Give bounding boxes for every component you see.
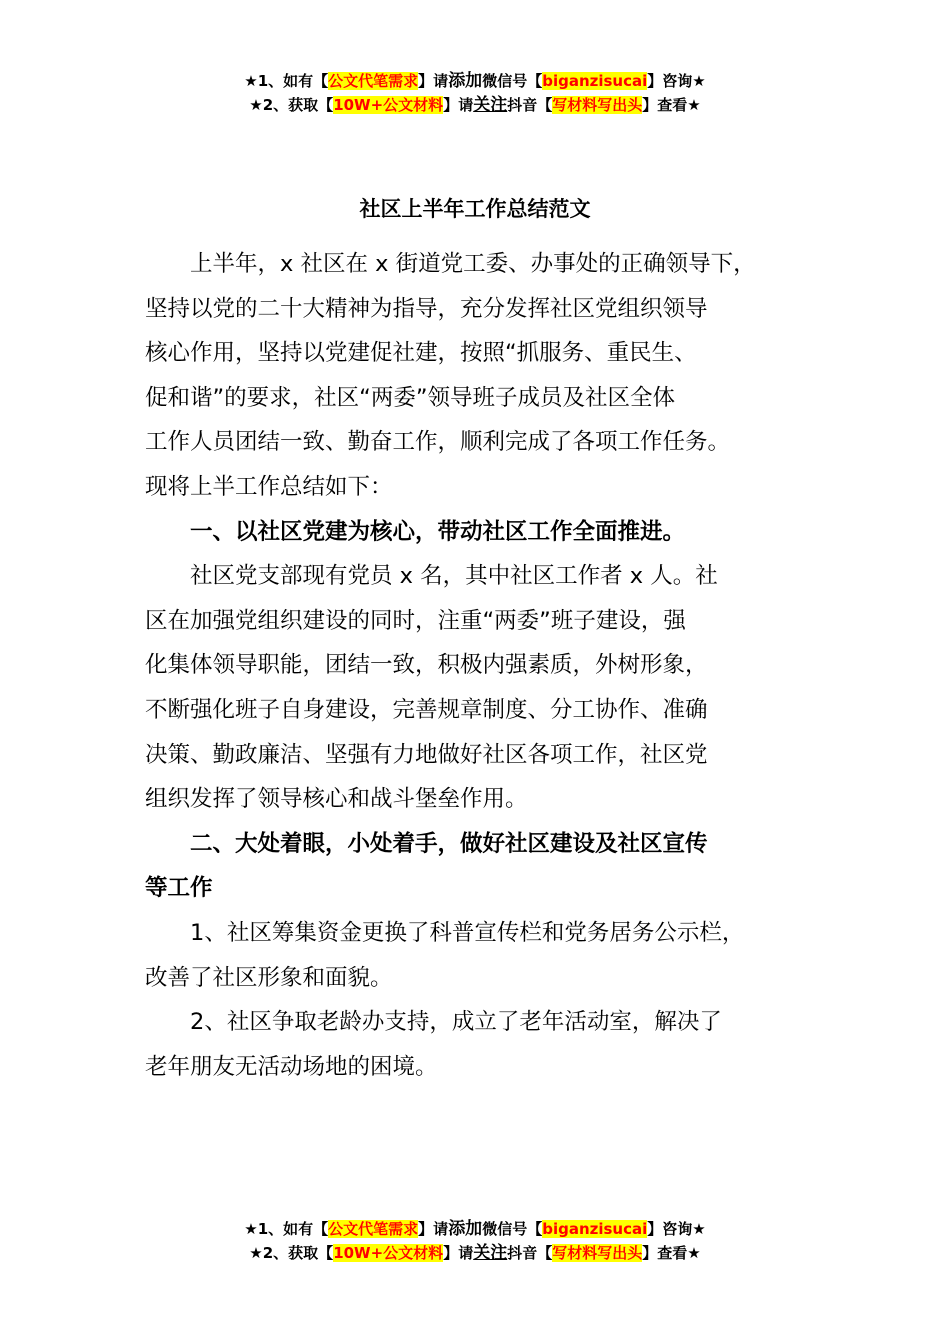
paragraph-intro: [145, 242, 825, 510]
promo-text: 】咨询★: [647, 72, 706, 90]
text-line: 促和谐”的要求，社区“两委”领导班子成员及社区全体: [145, 384, 675, 411]
promo-text: 】咨询★: [647, 1220, 706, 1238]
promo-text: ★2、获取【: [249, 1244, 334, 1262]
text-line: 区在加强党组织建设的同时，注重“两委”班子建设，强: [145, 607, 686, 634]
text-line: 组织发挥了领导核心和战斗堡垒作用。: [145, 786, 528, 813]
douyin-id-highlight: 写材料写出头: [552, 96, 643, 114]
text-line: 核心作用，坚持以党建促社建，按照“抓服务、重民生、: [145, 340, 697, 367]
paragraph-item-1: [145, 911, 825, 1000]
heading-line: 二、大处着眼，小处着手，做好社区建设及社区宣传: [190, 830, 708, 857]
promo-text: 抖音【: [507, 96, 553, 114]
promo-highlight: 10W+公文材料: [333, 96, 444, 114]
text-line: 2、社区争取老龄办支持，成立了老年活动室，解决了: [190, 1009, 722, 1036]
text-line: 1、社区筹集资金更换了科普宣传栏和党务居务公示栏，: [190, 919, 745, 946]
promo-text: 微信号【: [482, 1220, 543, 1238]
promo-highlight: 公文代笔需求: [328, 1220, 419, 1238]
promo-text: 】查看★: [642, 1244, 701, 1262]
promo-text: ★1、如有【: [244, 72, 329, 90]
promo-line-1: [0, 1217, 950, 1241]
text-line: 社区党支部现有党员 x 名，其中社区工作者 x 人。社: [190, 563, 718, 590]
promo-highlight: 10W+公文材料: [333, 1244, 444, 1262]
section-heading-2: [145, 822, 825, 911]
promo-highlight: 公文代笔需求: [328, 72, 419, 90]
text-line: 老年朋友无活动场地的困境。: [145, 1053, 438, 1080]
promo-text: 微信号【: [482, 72, 543, 90]
text-line: 工作人员团结一致、勤奋工作，顺利完成了各项工作任务。: [145, 429, 731, 456]
promo-text: ★2、获取【: [249, 96, 334, 114]
promo-line-2: [0, 93, 950, 117]
wechat-id-highlight: biganzisucai: [542, 72, 648, 90]
paragraph-party-building: [145, 554, 825, 822]
top-promo-banner: [0, 69, 950, 117]
promo-emphasis: 关注: [473, 1243, 508, 1263]
promo-text: 】请: [418, 1220, 449, 1238]
promo-emphasis: 关注: [473, 95, 508, 115]
text-line: 决策、勤政廉洁、坚强有力地做好社区各项工作，社区党: [145, 741, 708, 768]
promo-text: 】请: [418, 72, 449, 90]
wechat-id-highlight: biganzisucai: [542, 1220, 648, 1238]
text-line: 现将上半工作总结如下：: [145, 473, 393, 500]
promo-line-2: [0, 1241, 950, 1265]
document-body: [145, 242, 825, 1089]
paragraph-item-2: [145, 1000, 825, 1089]
text-line: 上半年，x 社区在 x 街道党工委、办事处的正确领导下，: [190, 251, 756, 277]
douyin-id-highlight: 写材料写出头: [552, 1244, 643, 1262]
heading-line: 一、以社区党建为核心，带动社区工作全面推进。: [190, 518, 686, 545]
text-line: 不断强化班子自身建设，完善规章制度、分工协作、准确: [145, 696, 708, 723]
text-line: 改善了社区形象和面貌。: [145, 964, 393, 991]
bottom-promo-banner: [0, 1217, 950, 1265]
promo-emphasis: 添加: [448, 1219, 483, 1239]
document-title: 社区上半年工作总结范文: [359, 197, 591, 221]
promo-text: 】查看★: [642, 96, 701, 114]
promo-text: ★1、如有【: [244, 1220, 329, 1238]
heading-line: 等工作: [145, 875, 213, 902]
promo-text: 】请: [443, 96, 474, 114]
text-line: 坚持以党的二十大精神为指导，充分发挥社区党组织领导: [145, 295, 708, 322]
promo-text: 】请: [443, 1244, 474, 1262]
promo-emphasis: 添加: [448, 71, 483, 91]
promo-line-1: [0, 69, 950, 93]
text-line: 化集体领导职能，团结一致，积极内强素质，外树形象，: [145, 652, 708, 679]
section-heading-1: [145, 510, 825, 555]
promo-text: 抖音【: [507, 1244, 553, 1262]
